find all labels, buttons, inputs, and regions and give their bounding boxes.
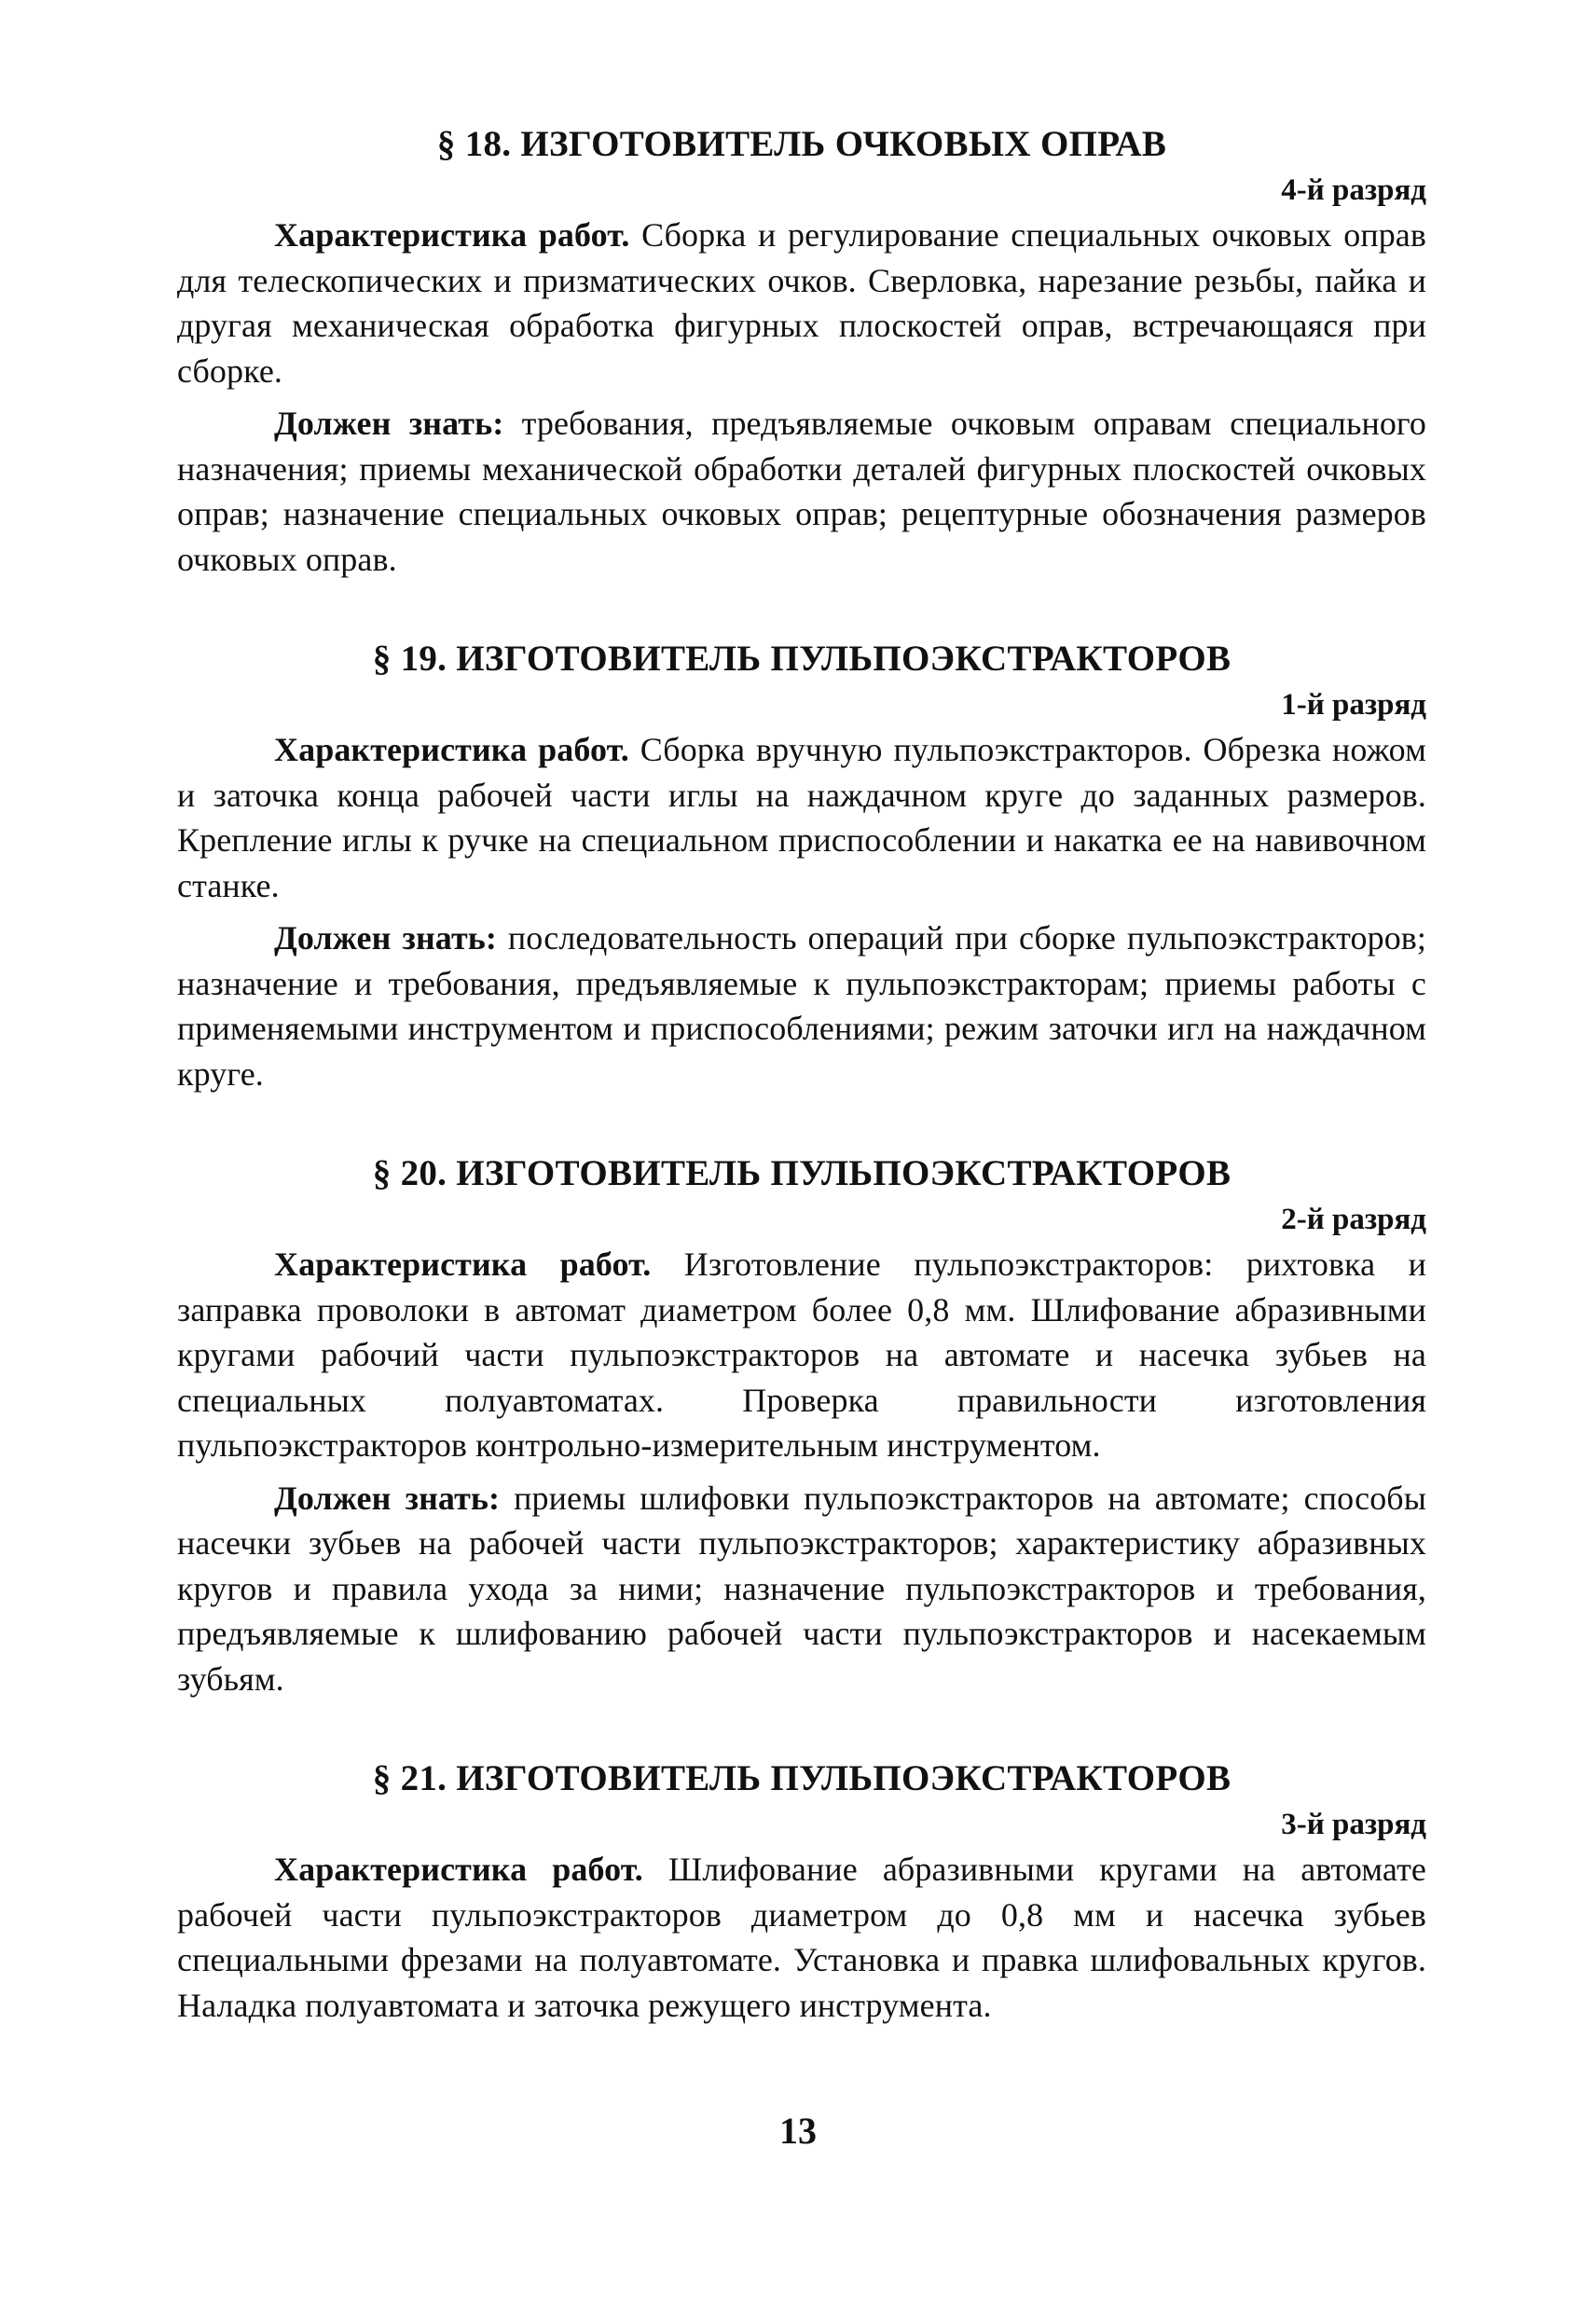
knowledge-label: Должен знать: [274, 405, 504, 442]
characteristic-label: Характеристика работ. [274, 1851, 643, 1888]
characteristic-label: Характеристика работ. [274, 1246, 652, 1283]
knowledge-paragraph [177, 1476, 1426, 1702]
characteristic-text: Шлифование абразивными кругами на автомате рабочей части пульпоэкстракторов диаметром до 0,8 мм и насечка зубьев специальными фрезами на полуавтомате. Установка и правка шлифовальных кругов. Наладка полуавтомата и заточка режущего инструмента. [177, 1851, 1426, 2024]
page-number: 13 [779, 2110, 817, 2152]
characteristic-text: Изготовление пульпоэкстракторов: рихтовка и заправка проволоки в автомат диаметром более 0,8 мм. Шлифование абразивными кругами рабочий части пульпоэкстракторов на автомате и насечка зубьев на специальных полуавтоматах. Проверка правильности изготовления пульпоэкстракторов контрольно-измерительным инструментом. [177, 1246, 1426, 1464]
characteristic-paragraph [177, 727, 1426, 908]
section-spacer [177, 582, 1426, 636]
knowledge-paragraph [177, 401, 1426, 582]
characteristic-label: Характеристика работ. [274, 216, 630, 254]
section-18 [177, 121, 1426, 582]
section-title: § 18. ИЗГОТОВИТЕЛЬ ОЧКОВЫХ ОПРАВ [436, 124, 1167, 164]
characteristic-text: Сборка вручную пульпоэкстракторов. Обрезка ножом и заточка конца рабочей части иглы на наждачном круге до заданных размеров. Крепление иглы к ручке на специальном приспособлении и накатка ее на навивочном станке. [177, 731, 1426, 904]
characteristic-paragraph [177, 1847, 1426, 2028]
section-spacer [177, 1096, 1426, 1150]
grade-label: 4-й разряд [1281, 173, 1426, 207]
section-title: § 21. ИЗГОТОВИТЕЛЬ ПУЛЬПОЭКСТРАКТОРОВ [372, 1758, 1231, 1798]
knowledge-text: требования, предъявляемые очковым оправам специального назначения; приемы механической обработки деталей фигурных плоскостей очковых оправ; назначение специальных очковых оправ; рецептурные обозначения размеров очковых оправ. [177, 405, 1426, 578]
section-title: § 20. ИЗГОТОВИТЕЛЬ ПУЛЬПОЭКСТРАКТОРОВ [372, 1153, 1231, 1193]
knowledge-label: Должен знать: [274, 1479, 501, 1517]
characteristic-paragraph [177, 1242, 1426, 1468]
knowledge-paragraph [177, 916, 1426, 1096]
document-page [177, 121, 1426, 2028]
section-spacer [177, 1701, 1426, 1755]
section-title: § 19. ИЗГОТОВИТЕЛЬ ПУЛЬПОЭКСТРАКТОРОВ [372, 639, 1231, 679]
knowledge-label: Должен знать: [274, 919, 497, 957]
knowledge-text: последовательность операций при сборке пульпоэкстракторов; назначение и требования, предъявляемые к пульпоэкстракторам; приемы работы с применяемыми инструментом и приспособлениями; режим заточки игл на наждачном круге. [177, 919, 1426, 1093]
characteristic-text: Сборка и регулирование специальных очковых оправ для телескопических и призматических очков. Сверловка, нарезание резьбы, пайка и другая механическая обработка фигурных плоскостей оправ, встречающаяся при сборке. [177, 216, 1426, 390]
characteristic-paragraph [177, 213, 1426, 393]
section-19 [177, 636, 1426, 1096]
knowledge-text: приемы шлифовки пульпоэкстракторов на автомате; способы насечки зубьев на рабочей части пульпоэкстракторов; характеристику абразивных кругов и правила ухода за ними; назначение пульпоэкстракторов и требования, предъявляемые к шлифованию рабочей части пульпоэкстракторов и насекаемым зубьям. [177, 1479, 1426, 1698]
grade-label: 1-й разряд [1281, 688, 1426, 722]
grade-label: 3-й разряд [1281, 1808, 1426, 1841]
section-20 [177, 1150, 1426, 1701]
characteristic-label: Характеристика работ. [274, 731, 629, 768]
grade-label: 2-й разряд [1281, 1203, 1426, 1236]
section-21 [177, 1755, 1426, 2028]
